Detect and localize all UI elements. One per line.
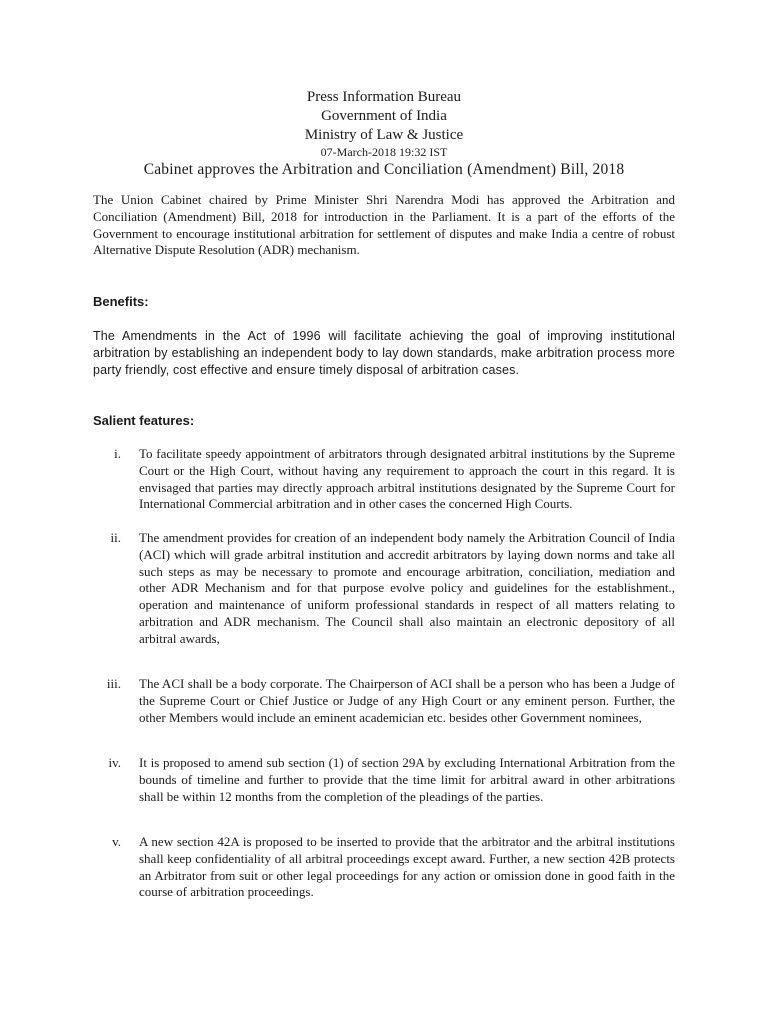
release-datetime: 07-March-2018 19:32 IST [320, 145, 448, 159]
list-item-number: v. [112, 834, 121, 849]
bureau-name: Press Information Bureau [306, 89, 462, 105]
benefits-paragraph: The Amendments in the Act of 1996 will facilitate achieving the goal of improving institutional arbitration by establishing an independent body to lay down standards, make arbitration process more party friendly, cost effective and ensure timely disposal of arbitration cases. [93, 329, 675, 377]
salient-features-heading: Salient features: [93, 413, 195, 428]
list-item-number: iv. [108, 755, 121, 770]
list-item-text: A new section 42A is proposed to be inserted to provide that the arbitrator and the arbitral institutions shall keep confidentiality of all arbitral proceedings except award. Further, a new section 42B protects an Arbitrator from suit or other legal proceedings for any action or omission done in good faith in the course of arbitration proceedings. [139, 834, 675, 900]
document-header [0, 88, 768, 180]
list-item-number: i. [114, 446, 121, 461]
intro-paragraph: The Union Cabinet chaired by Prime Minister Shri Narendra Modi has approved the Arbitration and Conciliation (Amendment) Bill, 2018 for introduction in the Parliament. It is a part of the efforts of the Government to encourage institutional arbitration for settlement of disputes and make India a centre of robust Alternative Dispute Resolution (ADR) mechanism. [93, 192, 675, 258]
release-title: Cabinet approves the Arbitration and Conciliation (Amendment) Bill, 2018 [143, 161, 625, 178]
benefits-heading: Benefits: [93, 294, 149, 309]
list-item-text: To facilitate speedy appointment of arbitrators through designated arbitral institutions by the Supreme Court or the High Court, without having any requirement to approach the court in this regard. It is envisaged that parties may directly approach arbitral institutions designated by the Supreme Court for International Commercial arbitration and in other cases the concerned High Courts. [139, 446, 675, 512]
list-item-number: iii. [106, 676, 121, 691]
list-item-text: The amendment provides for creation of an independent body namely the Arbitration Council of India (ACI) which will grade arbitral institution and accredit arbitrators by laying down norms and take all such steps as may be necessary to promote and encourage arbitration, conciliation, mediation and other ADR Mechanism and for that purpose evolve policy and guidelines for the establishment., operation and maintenance of uniform professional standards in respect of all matters relating to arbitration and ADR mechanism. The Council shall also maintain an electronic depository of all arbitral awards, [139, 530, 675, 646]
list-item-text: The ACI shall be a body corporate. The Chairperson of ACI shall be a person who has been a Judge of the Supreme Court or Chief Justice or Judge of any High Court or any eminent person. Further, the other Members would include an eminent academician etc. besides other Government nominees, [139, 676, 675, 725]
ministry-name: Ministry of Law & Justice [304, 127, 464, 143]
government-name: Government of India [321, 108, 447, 124]
list-item-number: ii. [110, 530, 121, 545]
list-item-text: It is proposed to amend sub section (1) of section 29A by excluding International Arbitration from the bounds of timeline and further to provide that the time limit for arbitral award in other arbitrations shall be within 12 months from the completion of the pleadings of the parties. [139, 755, 675, 804]
